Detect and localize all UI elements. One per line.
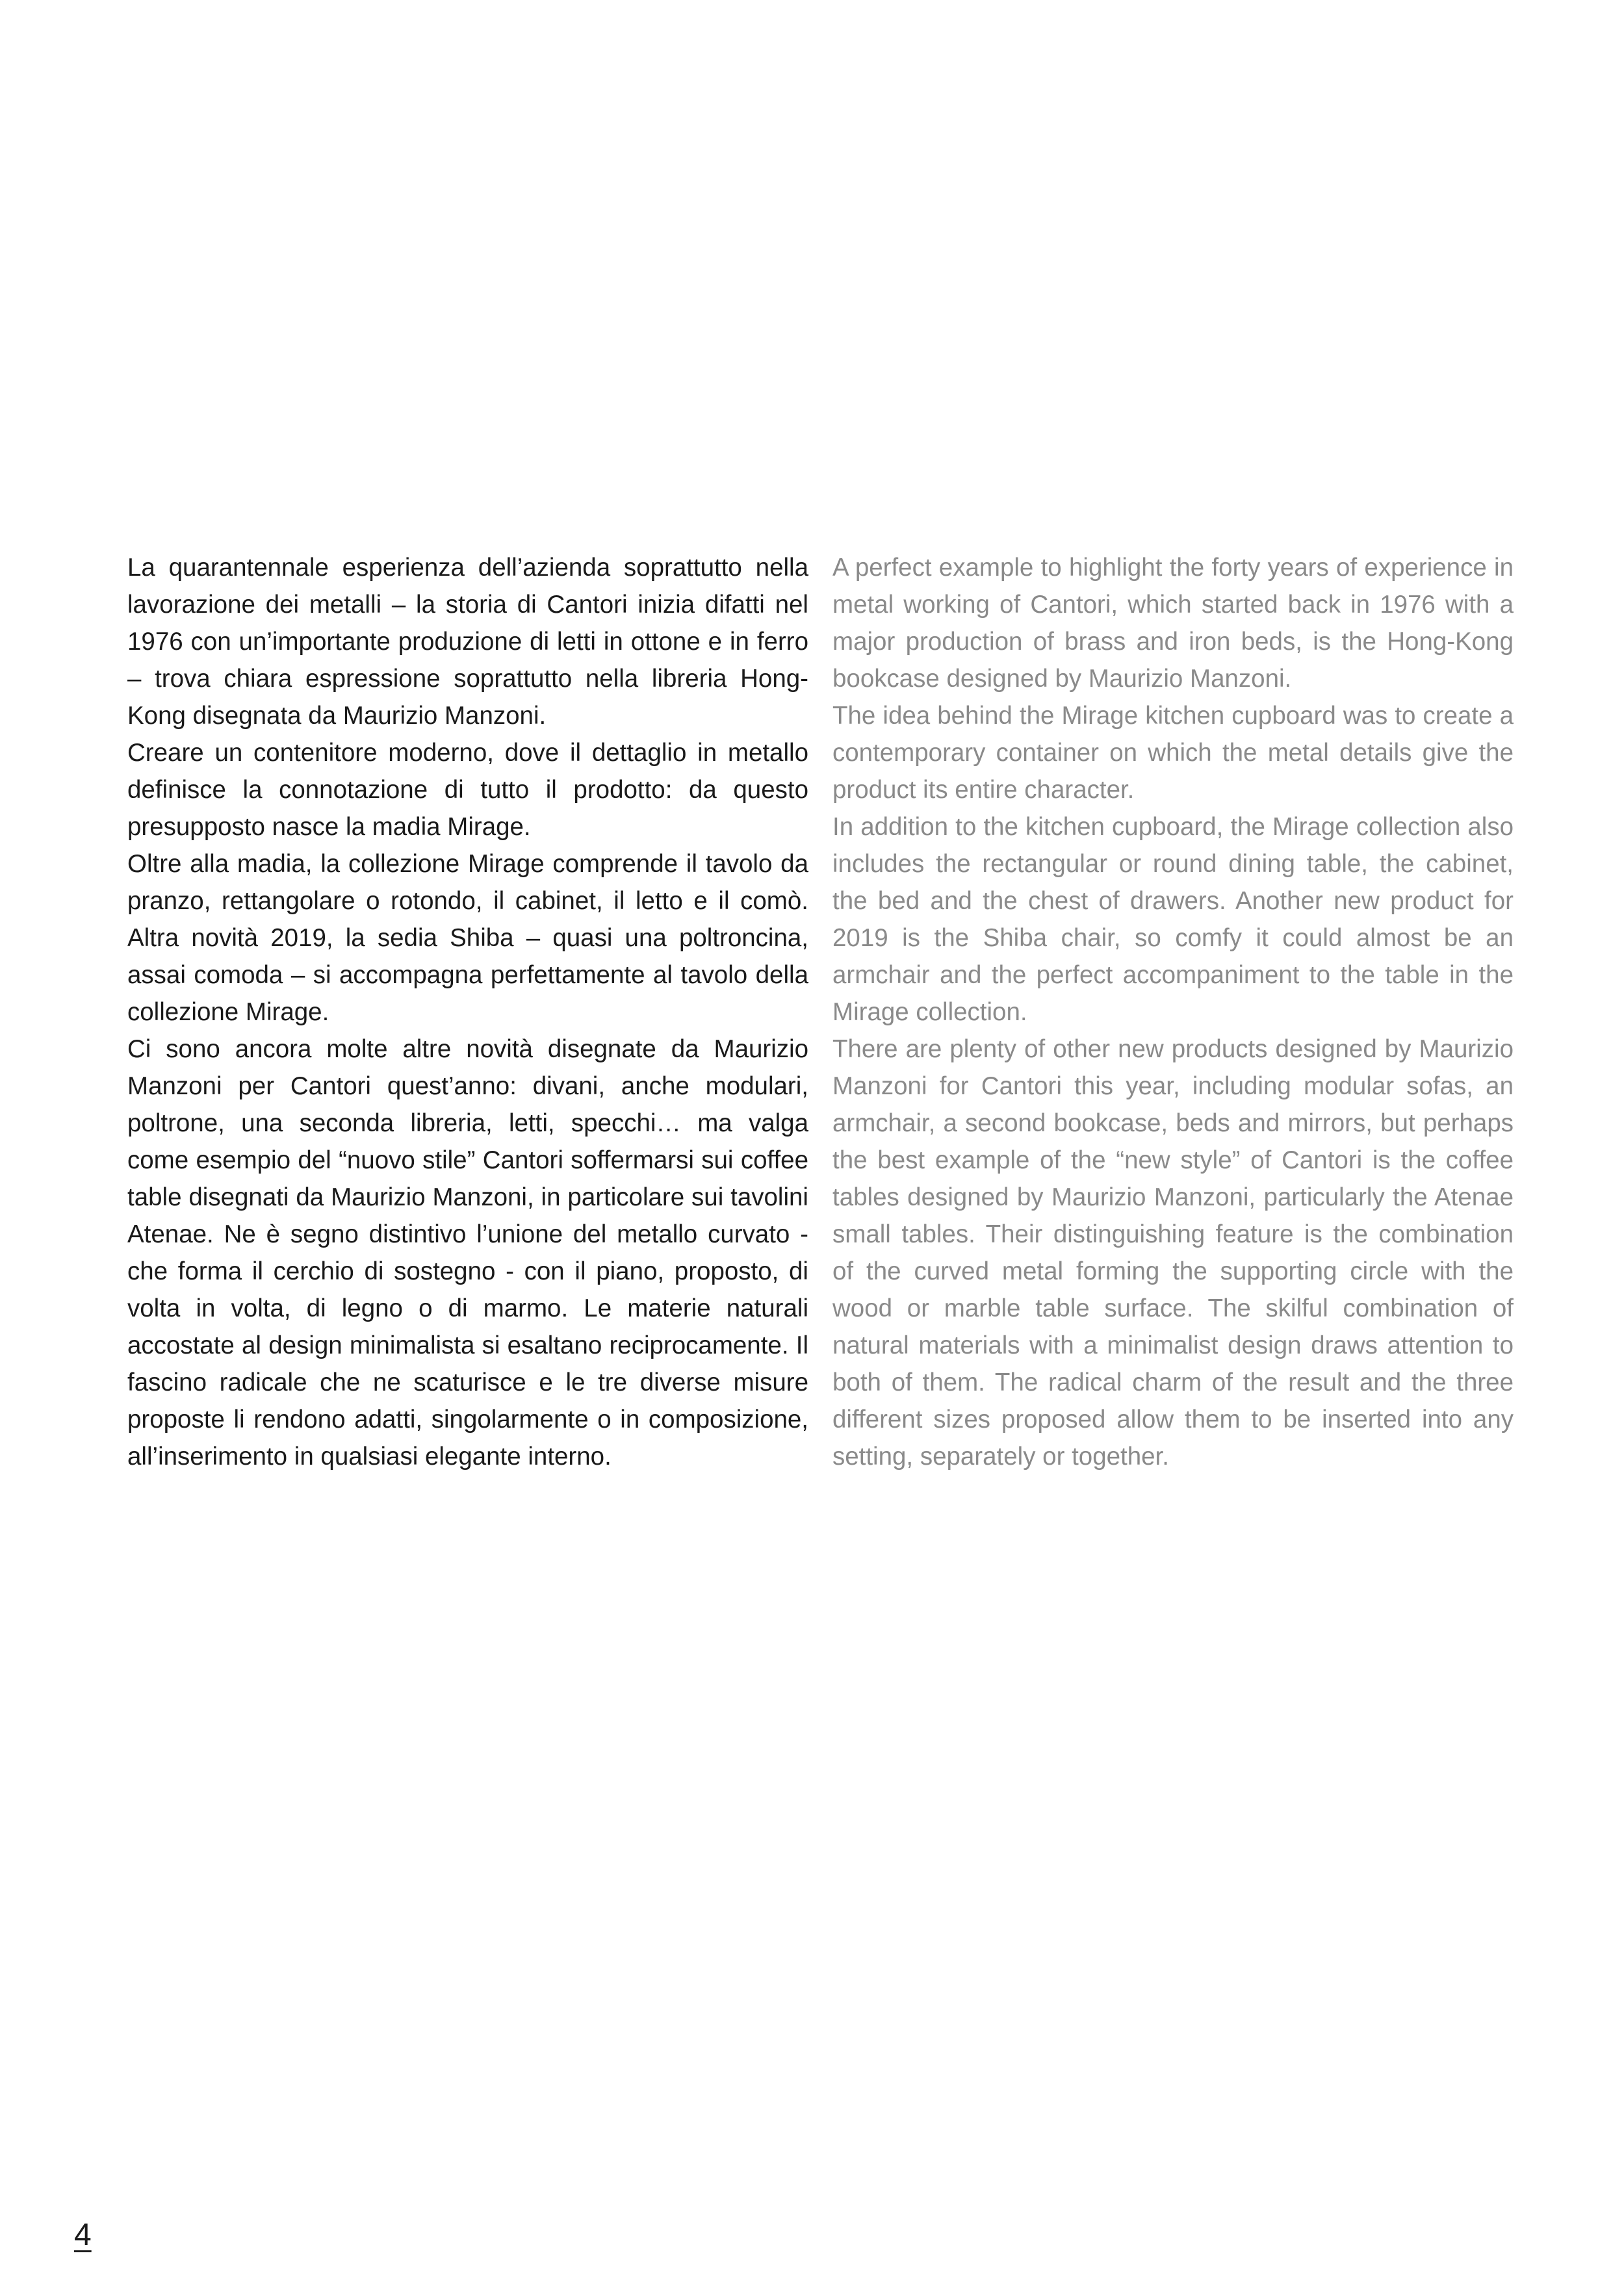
- english-paragraph-2: The idea behind the Mirage kitchen cupboard was to create a contemporary container on which the metal details give the product its entire character.: [832, 702, 1514, 804]
- italian-text-column: [127, 549, 808, 1475]
- english-paragraph-3: In addition to the kitchen cupboard, the Mirage collection also includes the rectangular or round dining table, the cabinet, the bed and the chest of drawers. Another new product for 2019 is the Shiba chair, so comfy it could almost be an armchair and the perfect accompaniment to the table in the Mirage collection.: [832, 813, 1514, 1026]
- english-text-column: [832, 549, 1514, 1475]
- page-number: 4: [74, 2218, 92, 2252]
- english-paragraph-1: A perfect example to highlight the forty years of experience in metal working of Cantori, which started back in 1976 with a major production of brass and iron beds, is the Hong-Kong bookcase designed by Maurizio Manzoni.: [832, 554, 1514, 693]
- italian-paragraph-1: La quarantennale esperienza dell’azienda soprattutto nella lavorazione dei metalli – la storia di Cantori inizia difatti nel 1976 con un’importante produzione di letti in ottone e in ferro – trova chiara espressione soprattutto nella libreria Hong-Kong disegnata da Maurizio Manzoni.: [127, 554, 808, 730]
- italian-paragraph-2: Creare un contenitore moderno, dove il dettaglio in metallo definisce la connotazione di tutto il prodotto: da questo presupposto nasce la madia Mirage.: [127, 739, 808, 841]
- italian-paragraph-3: Oltre alla madia, la collezione Mirage comprende il tavolo da pranzo, rettangolare o rotondo, il cabinet, il letto e il comò. Altra novità 2019, la sedia Shiba – quasi una poltroncina, assai comoda – si accompagna perfettamente al tavolo della collezione Mirage.: [127, 850, 808, 1026]
- italian-paragraph-4: Ci sono ancora molte altre novità disegnate da Maurizio Manzoni per Cantori quest’anno: divani, anche modulari, poltrone, una seconda libreria, letti, specchi… ma valga come esempio del “nuovo stile” Cantori soffermarsi sui coffee table disegnati da Maurizio Manzoni, in particolare sui tavolini Atenae. Ne è segno distintivo l’unione del metallo curvato - che forma il cerchio di sostegno - con il piano, proposto, di volta in volta, di legno o di marmo. Le materie naturali accostate al design minimalista si esaltano reciprocamente. Il fascino radicale che ne scaturisce e le tre diverse misure proposte li rendono adatti, singolarmente o in composizione, all’inserimento in qualsiasi elegante interno.: [127, 1035, 808, 1471]
- english-paragraph-4: There are plenty of other new products designed by Maurizio Manzoni for Cantori this year, including modular sofas, an armchair, a second bookcase, beds and mirrors, but perhaps the best example of the “new style” of Cantori is the coffee tables designed by Maurizio Manzoni, particularly the Atenae small tables. Their distinguishing feature is the combination of the curved metal forming the supporting circle with the wood or marble table surface. The skilful combination of natural materials with a minimalist design draws attention to both of them. The radical charm of the result and the three different sizes proposed allow them to be inserted into any setting, separately or together.: [832, 1035, 1514, 1471]
